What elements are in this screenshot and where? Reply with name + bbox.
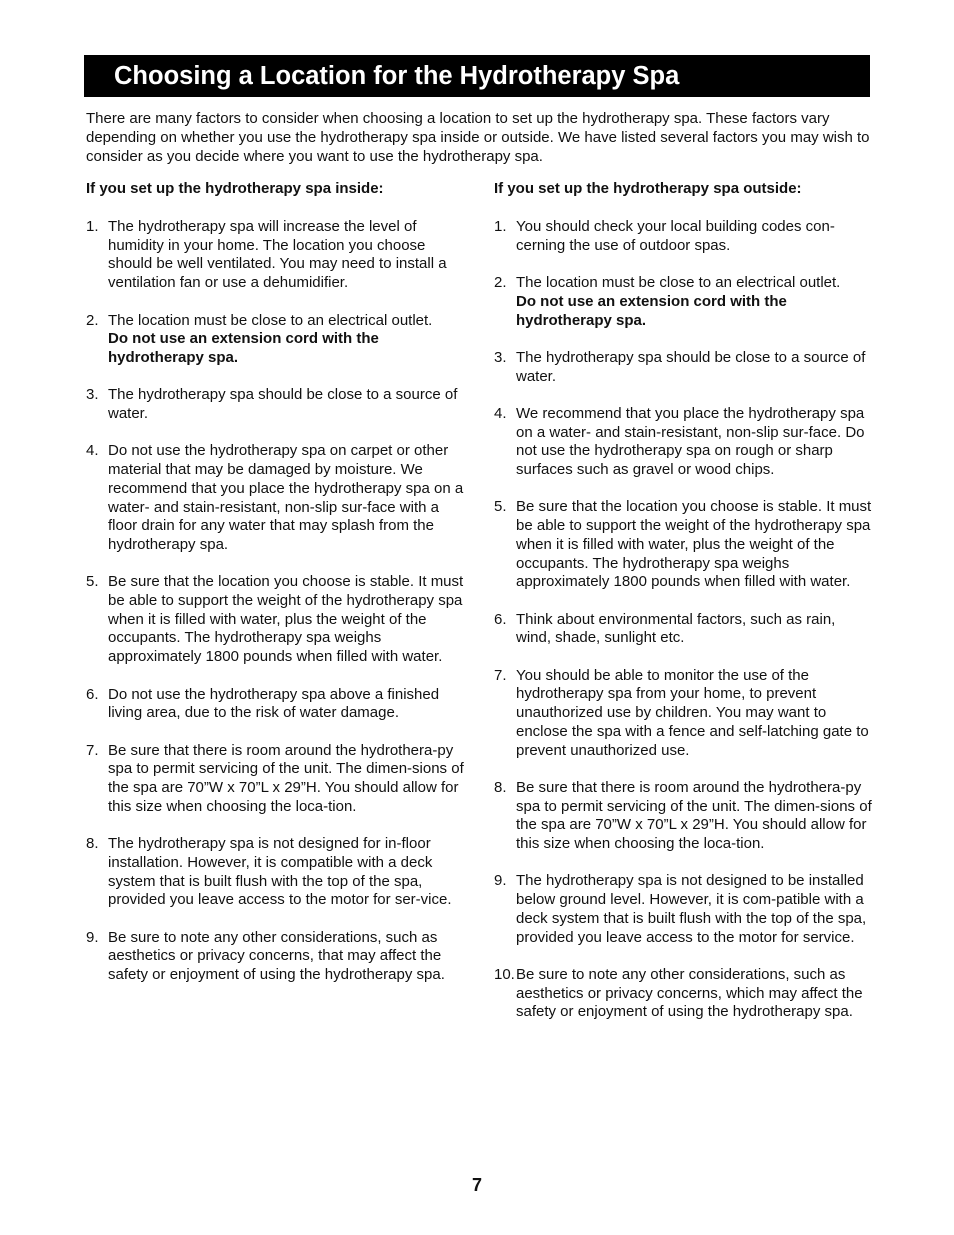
item-text: The hydrotherapy spa will increase the level of humidity in your home. The location you choose should be well ventilated. You may need to install a ventilation fan or use a dehumidifier. bbox=[108, 218, 447, 292]
item-text: You should check your local building codes con-cerning the use of outdoor spas. bbox=[516, 218, 835, 254]
list-item bbox=[494, 498, 874, 592]
item-number: 8. bbox=[494, 778, 507, 796]
item-number: 2. bbox=[86, 311, 99, 329]
item-text: Be sure that the location you choose is stable. It must be able to support the weight of the hydrotherapy spa when it is filled with water, plus the weight of the occupants. The hydrotherapy spa weighs approximately 1800 pounds when filled with water. bbox=[108, 573, 464, 666]
item-number: 8. bbox=[86, 835, 99, 853]
item-text: The location must be close to an electrical outlet. bbox=[108, 311, 433, 329]
item-number: 1. bbox=[494, 218, 507, 235]
list-item bbox=[494, 405, 874, 480]
item-number: 2. bbox=[494, 274, 507, 292]
item-text: Be sure to note any other considerations, such as aesthetics or privacy concerns, that may affect the safety or enjoyment of using the hydrotherapy spa. bbox=[108, 928, 445, 983]
item-number: 9. bbox=[494, 872, 507, 890]
item-number: 7. bbox=[86, 741, 99, 759]
page-title: Choosing a Location for the Hydrotherapy Spa bbox=[84, 55, 870, 97]
outside-column bbox=[494, 180, 874, 1041]
item-number: 4. bbox=[86, 442, 99, 460]
item-number: 5. bbox=[86, 573, 99, 591]
list-item bbox=[494, 779, 874, 854]
list-item bbox=[494, 872, 874, 947]
item-number: 3. bbox=[86, 386, 99, 404]
page-number: 7 bbox=[471, 1175, 482, 1195]
list-item bbox=[86, 686, 466, 723]
item-text: Think about environmental factors, such as rain, wind, shade, sunlight etc. bbox=[516, 610, 836, 647]
item-number: 5. bbox=[494, 498, 507, 516]
item-number: 6. bbox=[494, 610, 507, 628]
item-text: Be sure that there is room around the hydrothera-py spa to permit servicing of the unit. The dimen-sions of the spa are 70”W x 70”L x 29”H. You should allow for this size when choosing the loca-tion. bbox=[108, 741, 464, 815]
list-item bbox=[86, 929, 466, 985]
item-text: Be sure that the location you choose is stable. It must be able to support the weight of the hydrotherapy spa when it is filled with water, plus the weight of the occupants. The hydrotherapy spa weighs approximately 1800 pounds when filled with water. bbox=[516, 498, 872, 591]
intro-paragraph: There are many factors to consider when choosing a location to set up the hydrotherapy spa. These factors vary depending on whether you use the hydrotherapy spa inside or outside. We have listed several factors you may wish to consider as you decide where you want to use the hydrotherapy spa. bbox=[86, 110, 870, 165]
item-text: Be sure to note any other considerations, such as aesthetics or privacy concerns, which may affect the safety or enjoyment of using the hydrotherapy spa. bbox=[516, 965, 863, 1021]
item-warning: Do not use an extension cord with the hydrotherapy spa. bbox=[516, 292, 787, 329]
item-number: 4. bbox=[494, 404, 507, 422]
list-item bbox=[86, 386, 466, 423]
list-item bbox=[494, 966, 874, 1022]
item-number: 9. bbox=[86, 928, 99, 946]
item-text: The hydrotherapy spa is not designed to be installed below ground level. However, it is com-patible with a deck system that is built flush with the top of the spa, provided you leave access to the motor for service. bbox=[516, 872, 867, 946]
item-text: The hydrotherapy spa should be close to a source of water. bbox=[108, 386, 458, 422]
item-warning: Do not use an extension cord with the hydrotherapy spa. bbox=[108, 330, 379, 366]
item-text: The location must be close to an electrical outlet. bbox=[516, 274, 841, 292]
inside-heading: If you set up the hydrotherapy spa inside: bbox=[86, 180, 384, 197]
list-item bbox=[494, 667, 874, 761]
list-item bbox=[494, 274, 874, 330]
list-item bbox=[86, 573, 466, 667]
item-number: 6. bbox=[86, 685, 99, 703]
list-item bbox=[86, 218, 466, 293]
outside-list bbox=[494, 218, 874, 1022]
item-text: You should be able to monitor the use of the hydrotherapy spa from your home, to prevent unauthorized use by children. You may want to enclose the spa with a fence and self-latching gate to prevent unauthorized use. bbox=[516, 666, 869, 759]
list-item bbox=[86, 442, 466, 554]
item-number: 7. bbox=[494, 666, 507, 684]
item-text: Do not use the hydrotherapy spa above a finished living area, due to the risk of water damage. bbox=[108, 685, 440, 722]
list-item bbox=[494, 349, 874, 386]
list-item bbox=[494, 611, 874, 648]
item-text: The hydrotherapy spa is not designed for in-floor installation. However, it is compatible with a deck system that is built flush with the top of the spa, provided you leave access to the motor for ser-vice. bbox=[108, 835, 452, 909]
inside-list bbox=[86, 218, 466, 985]
list-item bbox=[494, 218, 874, 255]
item-text: The hydrotherapy spa should be close to a source of water. bbox=[516, 348, 866, 385]
item-number: 10. bbox=[494, 965, 515, 983]
item-text: Be sure that there is room around the hydrothera-py spa to permit servicing of the unit. The dimen-sions of the spa are 70”W x 70”L x 29”H. You should allow for this size when choosing the loca-tion. bbox=[516, 778, 872, 853]
list-item bbox=[86, 835, 466, 910]
inside-column bbox=[86, 180, 466, 1003]
item-text: Do not use the hydrotherapy spa on carpet or other material that may be damaged by moisture. We recommend that you place the hydrotherapy spa on a water- and stain-resistant, non-slip sur-face with a floor drain for any water that may splash from the hydrotherapy spa. bbox=[108, 442, 464, 553]
item-text: We recommend that you place the hydrotherapy spa on a water- and stain-resistant, non-slip sur-face. Do not use the hydrotherapy spa on rough or sharp surfaces such as gravel or wood chips. bbox=[516, 404, 865, 479]
item-number: 3. bbox=[494, 348, 507, 366]
outside-heading: If you set up the hydrotherapy spa outside: bbox=[494, 180, 802, 197]
list-item bbox=[86, 742, 466, 817]
list-item bbox=[86, 312, 466, 368]
item-number: 1. bbox=[86, 218, 99, 235]
